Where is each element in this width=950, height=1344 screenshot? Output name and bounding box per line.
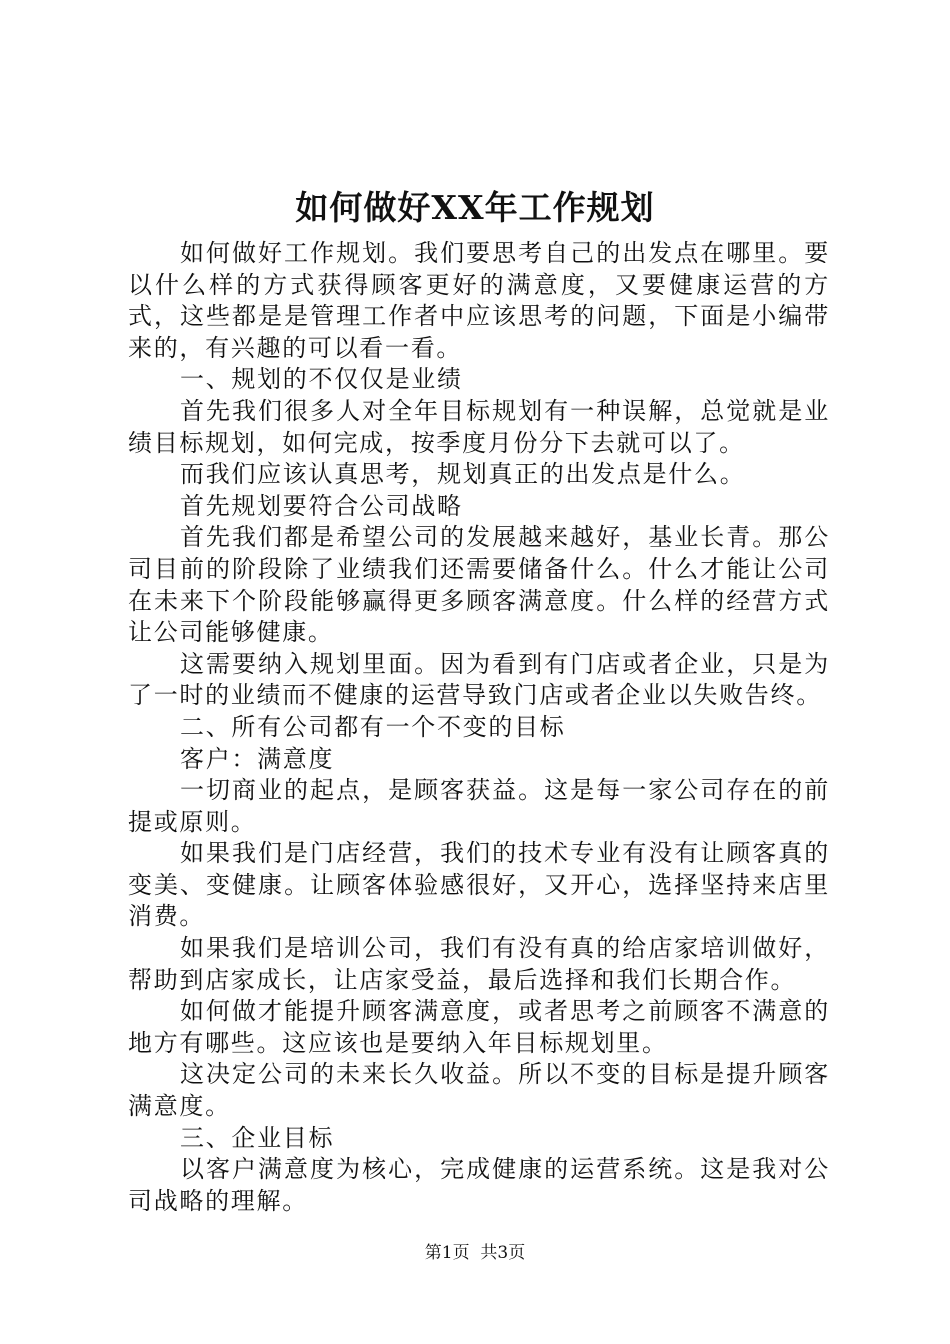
page-footer	[0, 1242, 950, 1264]
section-heading-1: 一、规划的不仅仅是业绩	[180, 365, 463, 394]
subheading: 首先规划要符合公司战略	[180, 491, 463, 520]
subheading: 客户：满意度	[180, 744, 335, 773]
paragraph: 如何做才能提升顾客满意度，或者思考之前顾客不满意的地方有哪些。这应该也是要纳入年目标规划里。	[128, 997, 830, 1057]
paragraph: 首先我们很多人对全年目标规划有一种误解，总觉就是业绩目标规划，如何完成，按季度月份分下去就可以了。	[128, 396, 830, 457]
paragraph: 这决定公司的未来长久收益。所以不变的目标是提升顾客满意度。	[128, 1060, 830, 1121]
paragraph: 如果我们是门店经营，我们的技术专业有没有让顾客真的变美、变健康。让顾客体验感很好，又开心，选择坚持来店里消费。	[128, 839, 830, 931]
document-body	[128, 238, 830, 1217]
paragraph: 如果我们是培训公司，我们有没有真的给店家培训做好，帮助到店家成长，让店家受益，最后选择和我们长期合作。	[128, 934, 830, 994]
paragraph: 一切商业的起点，是顾客获益。这是每一家公司存在的前提或原则。	[128, 776, 830, 836]
section-heading-3: 三、企业目标	[180, 1123, 335, 1152]
paragraph: 这需要纳入规划里面。因为看到有门店或者企业，只是为了一时的业绩而不健康的运营导致门店或者企业以失败告终。	[128, 649, 830, 710]
section-heading-2: 二、所有公司都有一个不变的目标	[180, 712, 566, 741]
paragraph-intro: 如何做好工作规划。我们要思考自己的出发点在哪里。要以什么样的方式获得顾客更好的满意度，又要健康运营的方式，这些都是是管理工作者中应该思考的问题，下面是小编带来的，有兴趣的可以看一看。	[128, 239, 830, 362]
page-total: 共3页	[480, 1243, 526, 1263]
page-number: 第1页	[424, 1243, 470, 1263]
paragraph: 首先我们都是希望公司的发展越来越好，基业长青。那公司目前的阶段除了业绩我们还需要储备什么。什么才能让公司在未来下个阶段能够赢得更多顾客满意度。什么样的经营方式让公司能够健康。	[128, 523, 830, 647]
document-title: 如何做好XX年工作规划	[295, 188, 655, 227]
paragraph: 以客户满意度为核心，完成健康的运营系统。这是我对公司战略的理解。	[128, 1155, 830, 1215]
paragraph: 而我们应该认真思考，规划真正的出发点是什么。	[180, 460, 746, 489]
